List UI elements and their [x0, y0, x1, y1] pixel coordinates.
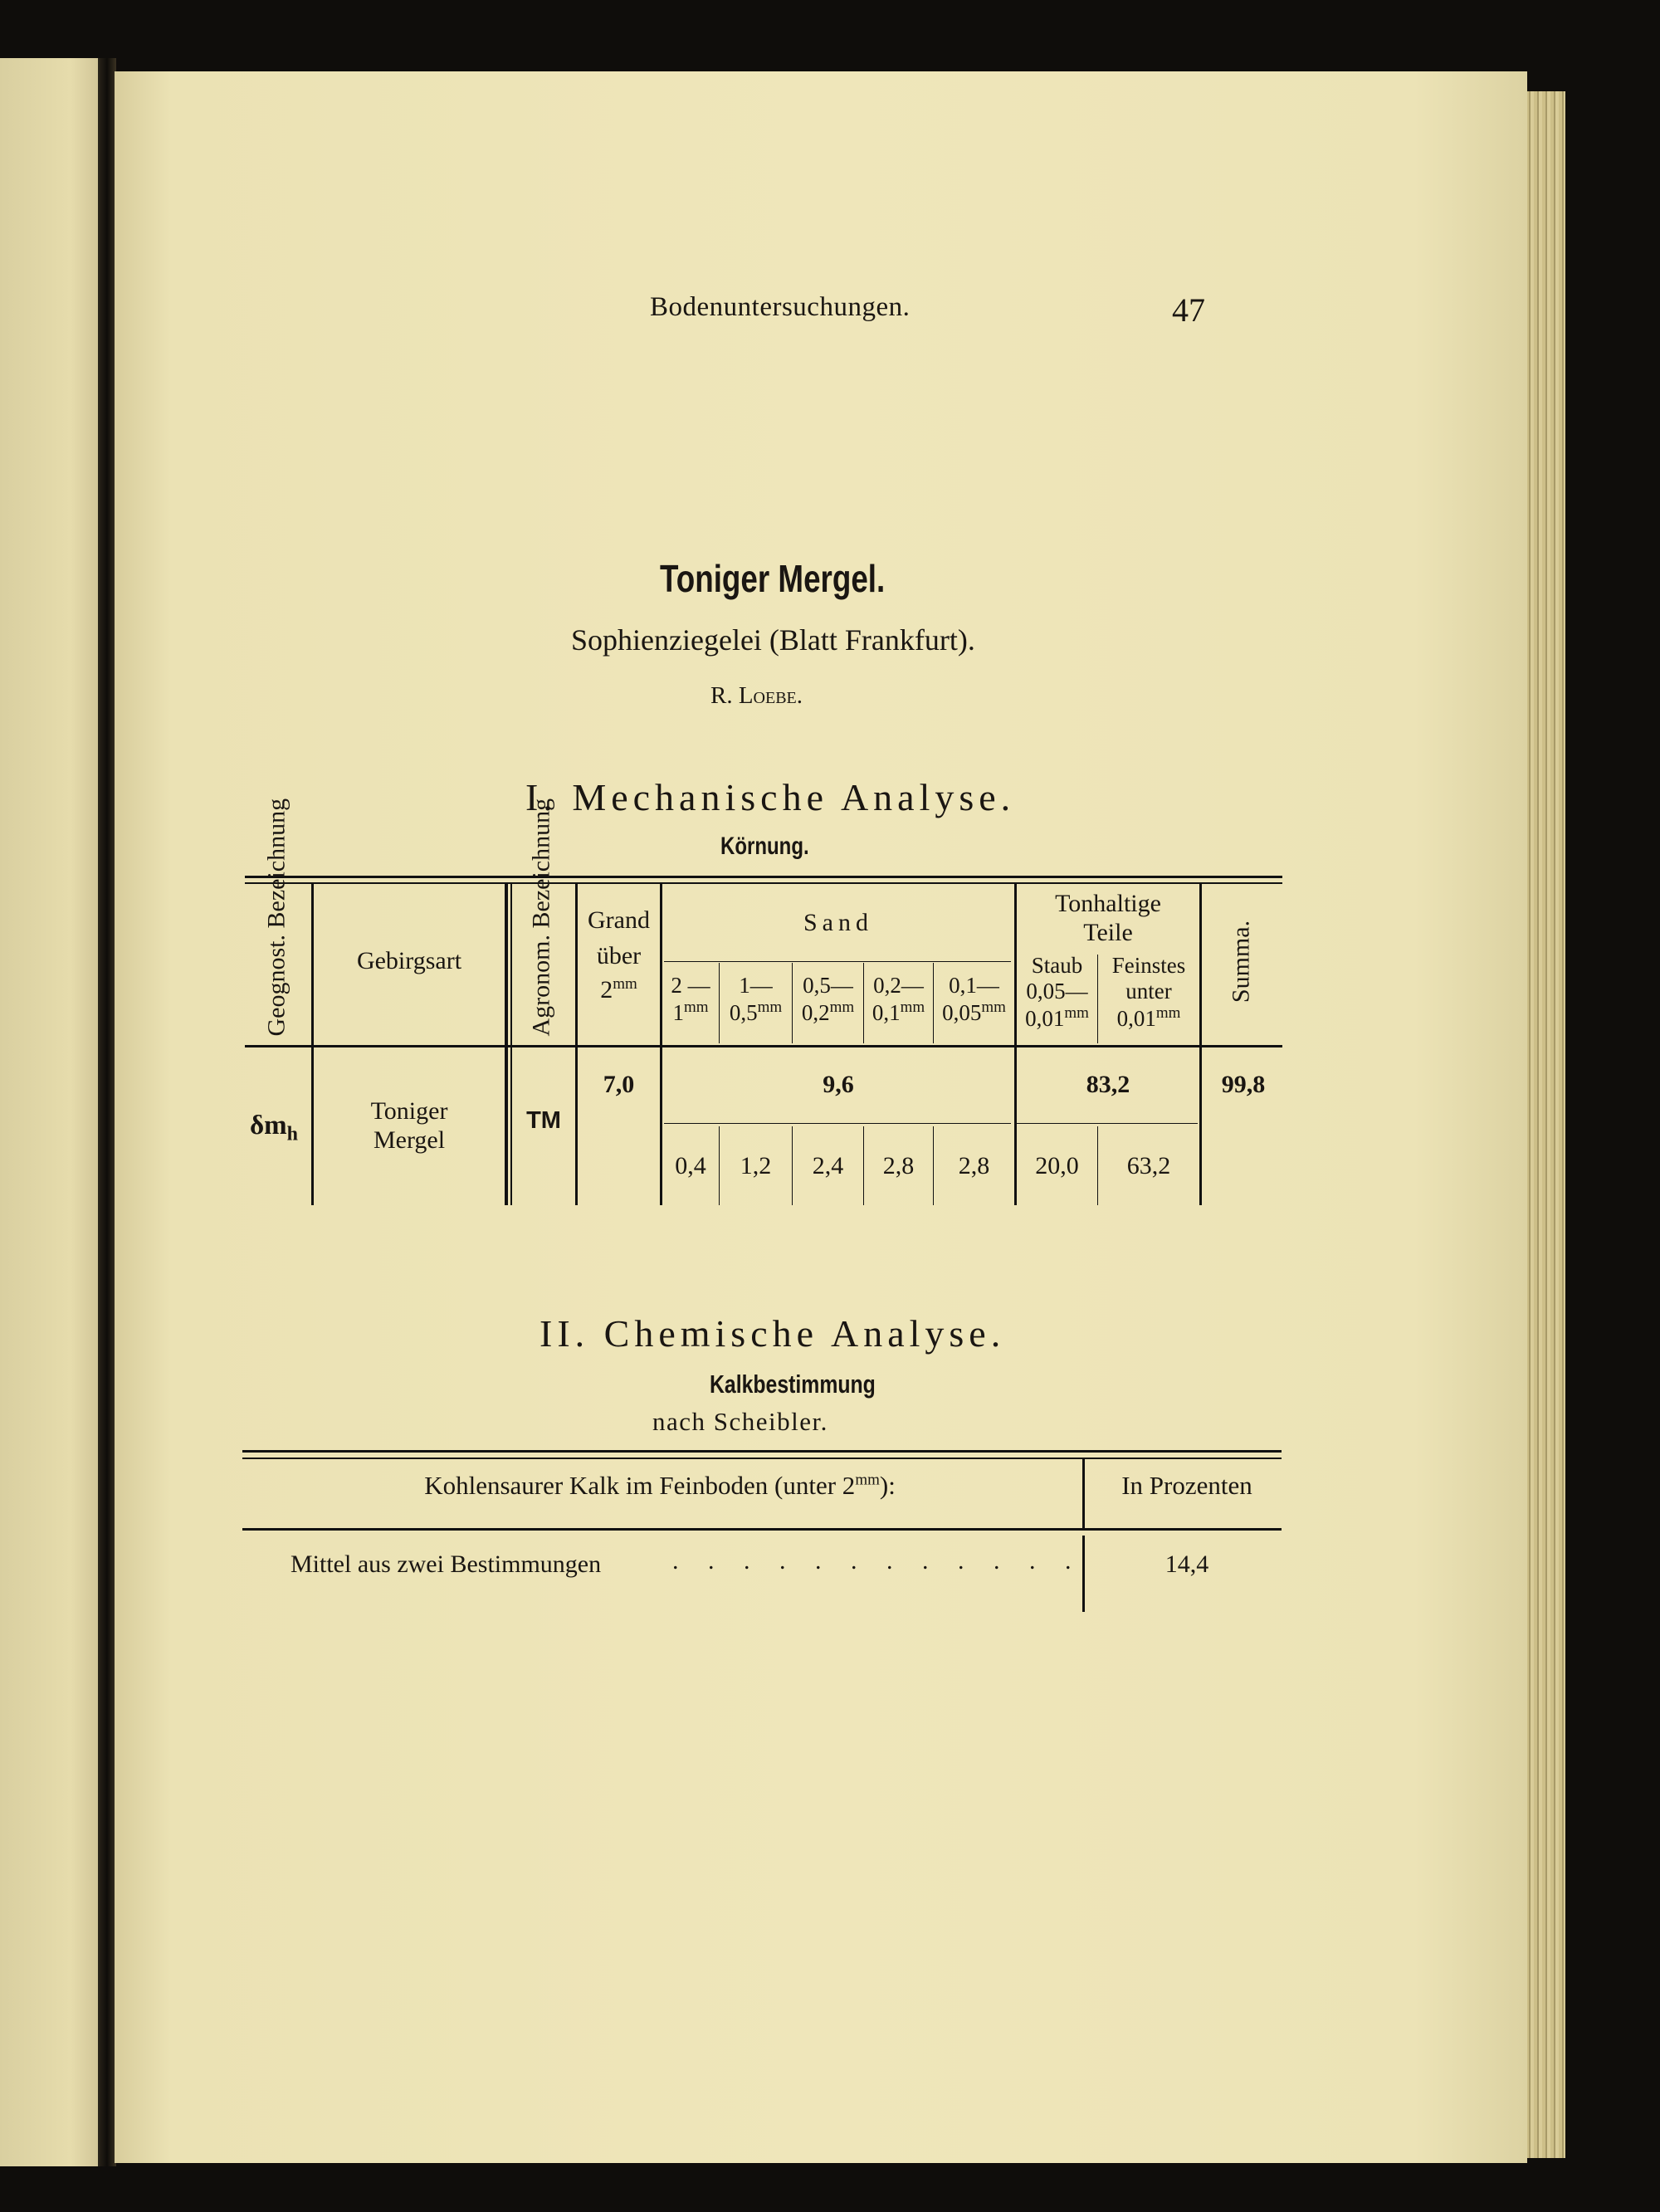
- row-feinstes: 63,2: [1126, 1152, 1171, 1179]
- page-number: 47: [1172, 291, 1205, 329]
- kalk-header-text: Kohlensaurer Kalk im Feinboden (unter 2: [424, 1471, 856, 1500]
- header-sand-sub-top: 0,5—: [803, 973, 853, 998]
- row-grand: 7,0: [603, 1071, 635, 1098]
- header-feinstes: [1098, 953, 1199, 1032]
- row-geognost-sub: h: [286, 1123, 298, 1145]
- row-sand-value-4: 2,8: [882, 1152, 915, 1179]
- header-sand-sub-bottom: [793, 999, 863, 1026]
- col-divider-2b: [510, 884, 512, 1205]
- col-divider-2a: [505, 884, 508, 1205]
- kalk-header-percent: In Prozenten: [1121, 1471, 1252, 1500]
- sand-total-divider: [664, 1123, 1011, 1124]
- header-feinstes-line2: unter: [1125, 979, 1172, 1004]
- row-gebirgsart: [314, 1097, 505, 1155]
- row-summa: 99,8: [1221, 1071, 1266, 1098]
- header-sand-sub-4: [864, 973, 933, 1026]
- running-head: Bodenuntersuchungen.: [650, 292, 911, 322]
- header-grand-line3: [578, 975, 660, 1005]
- header-sand-sub-size: 1: [672, 1000, 684, 1026]
- sand-subdivider: [664, 961, 1011, 962]
- row-agronom: TM: [526, 1107, 561, 1134]
- row-sand-total: 9,6: [823, 1071, 854, 1098]
- row-sand-value-2: 1,2: [740, 1152, 772, 1179]
- col-divider-6: [1199, 884, 1202, 1205]
- header-sand-sub-unit: mm: [829, 999, 855, 1017]
- header-sand-sub-size: 0,1: [872, 1000, 901, 1026]
- header-sand-sub-unit: mm: [900, 999, 925, 1017]
- col-divider-1: [311, 884, 314, 1205]
- author-initial: R.: [710, 682, 739, 709]
- header-sand-sub-bottom: [864, 999, 933, 1026]
- row-geognost-symbol: δm: [250, 1111, 287, 1140]
- kalk-header-label: [249, 1471, 1071, 1501]
- header-sand-sub-top: 1—: [739, 973, 773, 998]
- header-sand-sub-size: 0,5: [729, 1000, 758, 1026]
- kalk-header-close: ):: [879, 1471, 896, 1500]
- page-subtitle: Sophienziegelei (Blatt Frankfurt).: [571, 623, 975, 657]
- header-staub: [1017, 953, 1097, 1032]
- row-tonhaltige-total: 83,2: [1086, 1071, 1130, 1098]
- header-grand-line2: über: [596, 941, 642, 969]
- header-sand-sub-2: [720, 973, 792, 1026]
- section-subheading-koernung: Körnung.: [720, 833, 809, 860]
- row-staub: 20,0: [1035, 1152, 1079, 1179]
- row-geognost: [241, 1111, 307, 1146]
- header-sand-sub-unit: mm: [683, 999, 709, 1017]
- header-sand-sub-size: 0,2: [801, 1000, 830, 1026]
- header-agronom: Agronom. Bezeichnung: [527, 798, 555, 1037]
- header-feinstes-size: 0,01: [1116, 1006, 1156, 1032]
- header-feinstes-line3: [1098, 1004, 1199, 1032]
- row-sand-value-5: 2,8: [958, 1152, 990, 1179]
- header-sand-sub-bottom: [662, 999, 719, 1026]
- table-rule-top: [245, 876, 1282, 878]
- header-grand-size: 2: [600, 976, 613, 1003]
- header-sand-sub-bottom: [720, 999, 792, 1026]
- header-tonhaltige: [1017, 890, 1199, 947]
- book-gutter: [98, 58, 116, 2166]
- header-staub-size: 0,01: [1025, 1006, 1065, 1032]
- author: [710, 682, 803, 710]
- method-note: nach Scheibler.: [652, 1407, 828, 1436]
- header-tonhaltige-line1: Tonhaltige: [1055, 890, 1161, 917]
- kalk-row-label: Mittel aus zwei Bestimmungen: [290, 1550, 602, 1578]
- header-sand-sub-1: [662, 973, 719, 1026]
- header-sand-sub-bottom: [934, 999, 1014, 1026]
- page-title: Toniger Mergel.: [660, 557, 886, 600]
- kalk-header-unit: mm: [855, 1471, 880, 1489]
- facing-page-edge: [0, 58, 101, 2166]
- header-staub-line3: [1017, 1004, 1097, 1032]
- kalk-rule-top: [242, 1450, 1282, 1453]
- row-gebirgsart-line2: Mergel: [373, 1126, 446, 1154]
- kalk-row-leader-dots: . . . . . . . . . . . .: [672, 1547, 1083, 1575]
- row-gebirgsart-line1: Toniger: [370, 1097, 448, 1125]
- row-sand-value-1: 0,4: [675, 1152, 706, 1179]
- header-sand-sub-size: 0,05: [942, 1000, 982, 1026]
- header-feinstes-line1: Feinstes: [1111, 953, 1186, 978]
- kalk-rule-header-bottom: [242, 1528, 1282, 1531]
- kalk-row-value: 14,4: [1164, 1550, 1209, 1578]
- header-sand-sub-top: 0,1—: [949, 973, 999, 998]
- header-staub-line2: 0,05—: [1026, 979, 1088, 1004]
- header-sand-sub-5: [934, 973, 1014, 1026]
- header-staub-line1: Staub: [1031, 953, 1083, 978]
- header-staub-unit: mm: [1064, 1004, 1089, 1023]
- header-feinstes-unit: mm: [1155, 1004, 1181, 1023]
- header-sand-sub-unit: mm: [981, 999, 1006, 1017]
- header-sand-sub-top: 0,2—: [873, 973, 924, 998]
- table-rule-header-bottom: [245, 1045, 1282, 1047]
- table-rule-top-inner: [245, 882, 1282, 884]
- header-grand: [578, 906, 660, 1005]
- header-gebirgsart: Gebirgsart: [356, 947, 462, 974]
- author-name: Loebe.: [738, 682, 803, 709]
- header-grand-unit: mm: [613, 975, 637, 993]
- header-sand-sub-unit: mm: [757, 999, 783, 1017]
- kalk-col-divider-head: [1082, 1459, 1085, 1528]
- kalk-rule-top-inner: [242, 1458, 1282, 1459]
- ton-total-divider: [1017, 1123, 1198, 1124]
- page-stack-edge: [1526, 91, 1565, 2158]
- section-heading-mechanical: I. Mechanische Analyse.: [525, 776, 1016, 818]
- header-geognost: Geognost. Bezeichnung: [262, 798, 290, 1037]
- header-tonhaltige-line2: Teile: [1083, 918, 1133, 946]
- header-summa: Summa.: [1227, 920, 1255, 1003]
- header-sand: Sand: [803, 909, 873, 936]
- header-grand-line1: Grand: [588, 906, 650, 934]
- section-subheading-kalk: Kalkbestimmung: [710, 1370, 876, 1399]
- row-sand-value-3: 2,4: [812, 1152, 844, 1179]
- section-heading-chemical: II. Chemische Analyse.: [540, 1312, 1006, 1355]
- header-sand-sub-3: [793, 973, 863, 1026]
- header-sand-sub-top: 2 —: [671, 973, 710, 998]
